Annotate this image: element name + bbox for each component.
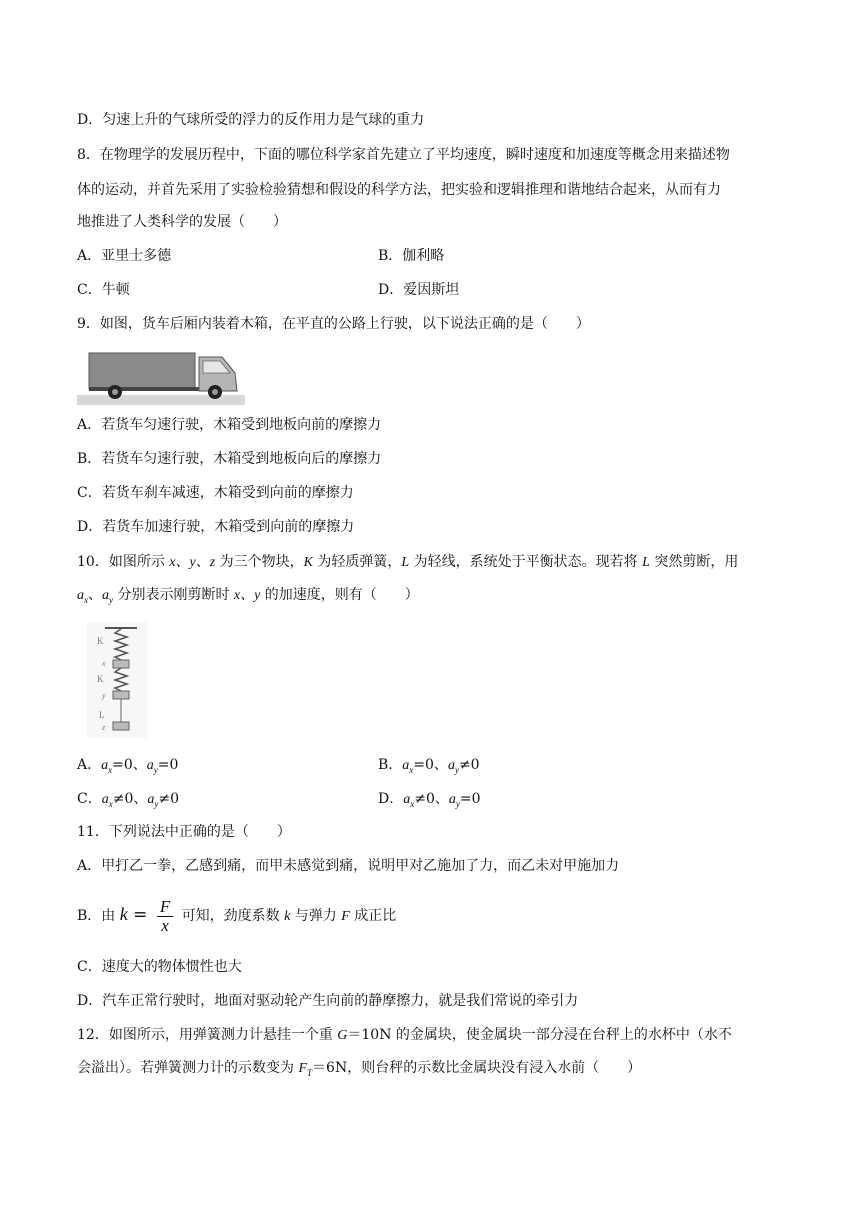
block-z — [113, 722, 129, 730]
q11-option-a: A．甲打乙一拳，乙感到痛，而甲未感觉到痛，说明甲对乙施加了力，而乙未对甲施加力 — [77, 858, 620, 874]
fig-label-k1: K — [97, 636, 104, 646]
q8-option-d: D．爱因斯坦 — [378, 282, 460, 298]
fig-label-x: x — [102, 659, 106, 668]
fig-label-k2: K — [97, 674, 104, 684]
q9-option-b: B．若货车匀速行驶，木箱受到地板向后的摩擦力 — [77, 451, 382, 467]
truck-figure — [77, 347, 245, 405]
q9-option-c: C．若货车刹车减速，木箱受到向前的摩擦力 — [77, 485, 354, 501]
fig-label-z: z — [102, 723, 106, 732]
q8-option-c: C．牛顿 — [77, 282, 130, 298]
q9-option-a: A．若货车匀速行驶，木箱受到地板向前的摩擦力 — [77, 417, 382, 433]
q11-option-b: B．由 k = $\frac{F}{x}$ 可知，劲度系数 k 与弹力 F 成正比 — [77, 896, 397, 935]
block-y — [113, 691, 129, 699]
q10-stem-line-2: $a_x$、$a_y$ 分别表示刚剪断时 x、y 的加速度，则有（ ） — [77, 587, 419, 605]
q10-stem-line-1: 10．如图所示 x、y、z 为三个物块，K 为轻质弹簧，L 为轻线，系统处于平衡状态。现若将 L 突然剪断，用 — [77, 554, 739, 570]
q9-option-d: D．若货车加速行驶，木箱受到向前的摩擦力 — [77, 519, 355, 535]
q8-option-b: B．伽利略 — [378, 248, 445, 264]
q8-stem-line-2: 体的运动，并首先采用了实验检验猜想和假设的科学方法，把实验和逻辑推理和谐地结合起来，从而有力 — [77, 182, 721, 198]
q10-option-a: A．$a_x=0$、$a_y=0$ — [77, 757, 179, 775]
q10-option-c: C．$a_x\ne 0$、$a_y\ne 0$ — [77, 791, 179, 809]
q11-stem: 11．下列说法中正确的是（ ） — [77, 824, 291, 840]
q12-stem-line-2: 会溢出）。若弹簧测力计的示数变为 $F_T=6N$，则台秤的示数比金属块没有浸入水前（ ） — [77, 1060, 642, 1078]
q7-option-d: D．匀速上升的气球所受的浮力的反作用力是气球的重力 — [77, 112, 425, 128]
q10-option-d: D．$a_x\ne 0$、$a_y=0$ — [378, 791, 481, 809]
q11-option-d: D．汽车正常行驶时，地面对驱动轮产生向前的静摩擦力，就是我们常说的牵引力 — [77, 993, 579, 1009]
truck-chassis — [89, 387, 199, 391]
q8-stem-line-1: 8．在物理学的发展历程中，下面的哪位科学家首先建立了平均速度，瞬时速度和加速度等概念用来描述物 — [77, 147, 730, 163]
fig-label-l: L — [99, 710, 105, 720]
cargo-box — [89, 353, 195, 389]
formula-fraction: $\frac{F}{x}$ — [157, 898, 173, 935]
q8-option-a: A．亚里士多德 — [77, 248, 172, 264]
q10-option-b: B．$a_x=0$、$a_y\ne 0$ — [378, 757, 480, 775]
q12-stem-line-1: 12．如图所示，用弹簧测力计悬挂一个重 G＝10N 的金属块，使金属块一部分浸在台秤上的水杯中（水不 — [77, 1027, 732, 1043]
q11-option-c: C．速度大的物体惯性也大 — [77, 959, 242, 975]
fig-label-y: y — [102, 691, 106, 700]
q9-stem: 9．如图，货车后厢内装着木箱，在平直的公路上行驶，以下说法正确的是（ ） — [77, 316, 590, 332]
block-x — [113, 660, 129, 668]
q8-stem-line-3: 地推进了人类科学的发展（ ） — [77, 214, 287, 230]
spring-blocks-figure — [87, 622, 147, 738]
